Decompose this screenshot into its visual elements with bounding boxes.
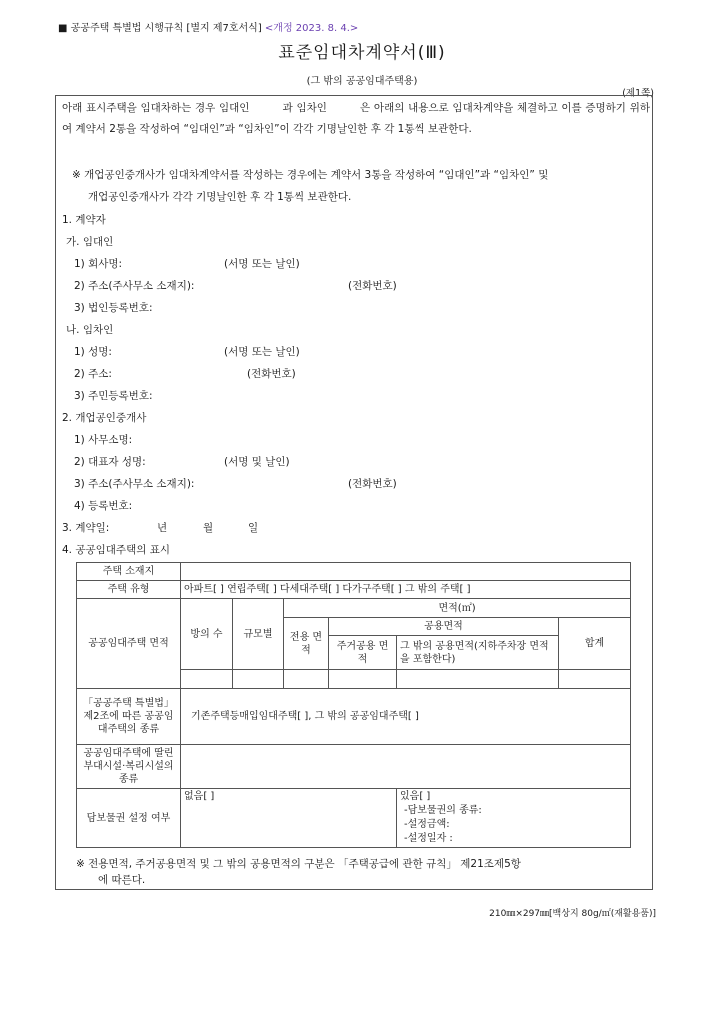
- contract-day: 일: [248, 522, 259, 534]
- form-title: 표준임대차계약서(Ⅲ): [278, 43, 446, 63]
- broker-tel: (전화번호): [348, 478, 397, 490]
- type-label: 주택 유형: [77, 581, 181, 599]
- other-common-header: 그 밖의 공용면적(지하주차장 면적을 포함한다): [397, 636, 559, 670]
- lessor-title: 가. 임대인: [66, 236, 114, 248]
- lessee-title: 나. 임차인: [66, 324, 114, 336]
- common-header: 공용면적: [329, 618, 559, 636]
- type-options: 아파트[ ] 연립주택[ ] 다세대주택[ ] 다가구주택[ ] 그 밖의 주택[ ]: [181, 581, 631, 599]
- paper-spec: 210㎜×297㎜[백상지 80g/㎡(재활용품)]: [489, 909, 656, 919]
- area-unit-header: 면적(㎡): [284, 599, 631, 618]
- sec2-title: 2. 개업공인중개사: [62, 412, 147, 424]
- mortgage-kind: -담보물권의 종류:: [404, 805, 482, 816]
- sec4-title: 4. 공공임대주택의 표시: [62, 544, 170, 556]
- broker-reg: 4) 등록번호:: [74, 500, 133, 512]
- intro-text: 아래 표시주택을 임대차하는 경우 임대인 과 임차인 은 아래의 내용으로 임대차계약을 체결하고 이를 증명하기 위하여 계약서 2통을 작성하여 “임대인”과 “임차인”이 각각 기명날인한 후 각 1통씩 보관한다.: [62, 102, 650, 135]
- lessor-tel: (전화번호): [348, 280, 397, 292]
- area-cell: [559, 670, 631, 689]
- exclusive-header: 전용 면적: [284, 618, 329, 670]
- lessee-name: 1) 성명:: [74, 346, 112, 358]
- mortgage-label: 담보물권 설정 여부: [77, 789, 181, 848]
- area-cell: [233, 670, 284, 689]
- lessee-reg: 3) 주민등록번호:: [74, 390, 153, 402]
- contract-month: 월: [203, 522, 214, 534]
- area-cell: [284, 670, 329, 689]
- lessor-name: 1) 회사명:: [74, 258, 123, 270]
- area-label: 공공임대주택 면적: [77, 599, 181, 689]
- location-value: [181, 563, 631, 581]
- form-header: [58, 19, 358, 34]
- broker-office: 1) 사무소명:: [74, 434, 133, 446]
- rooms-header: 방의 수: [181, 599, 233, 670]
- form-prefix: ■ 공공주택 특별법 시행규칙 [별지 제7호서식]: [58, 23, 262, 34]
- revision-date: <개정 2023. 8. 4.>: [264, 23, 359, 34]
- broker-address: 3) 주소(주사무소 소재지):: [74, 478, 195, 490]
- area-cell: [329, 670, 397, 689]
- lessor-reg: 3) 법인등록번호:: [74, 302, 153, 314]
- contract-year: 년: [157, 522, 168, 534]
- lessor-sign: (서명 또는 날인): [224, 258, 300, 270]
- residential-common-header: 주거공용 면적: [329, 636, 397, 670]
- mortgage-amount: -설정금액:: [404, 819, 450, 830]
- broker-rep: 2) 대표자 성명:: [74, 456, 146, 468]
- area-cell: [397, 670, 559, 689]
- lessee-tel: (전화번호): [247, 368, 296, 380]
- scale-header: 규모별: [233, 599, 284, 670]
- footnote-line2: 에 따른다.: [98, 874, 146, 886]
- total-header: 합계: [559, 618, 631, 670]
- lessor-address: 2) 주소(주사무소 소재지):: [74, 280, 195, 292]
- facility-value: [181, 745, 631, 789]
- kind-options: 기존주택등매입임대주택[ ], 그 밖의 공공임대주택[ ]: [181, 689, 631, 745]
- housing-table: [76, 562, 631, 848]
- lessee-address: 2) 주소:: [74, 368, 112, 380]
- sec3-title: 3. 계약일:: [62, 522, 110, 534]
- kind-label: 「공공주택 특별법」 제2조에 따른 공공임대주택의 종류: [77, 689, 181, 745]
- area-cell: [181, 670, 233, 689]
- broker-sign: (서명 및 날인): [224, 456, 290, 468]
- footnote: [76, 856, 521, 888]
- page-number: (제1쪽): [622, 88, 654, 99]
- note-broker-2: 개업공인중개사가 각각 기명날인한 후 각 1통씩 보관한다.: [88, 191, 352, 203]
- footnote-line1: ※ 전용면적, 주거공용면적 및 그 밖의 공용면적의 구분은 「주택공급에 관한 규칙」 제21조제5항: [76, 858, 521, 870]
- facility-label: 공공임대주택에 딸린 부대시설·복리시설의 종류: [77, 745, 181, 789]
- form-subtitle: (그 밖의 공공임대주택용): [306, 76, 418, 87]
- mortgage-exists-label: 있음[ ]: [400, 791, 431, 802]
- sec1-title: 1. 계약자: [62, 214, 106, 226]
- mortgage-date: -설정일자 :: [404, 833, 453, 844]
- lessee-sign: (서명 또는 날인): [224, 346, 300, 358]
- mortgage-none: 없음[ ]: [181, 789, 397, 848]
- mortgage-exists: [397, 789, 631, 848]
- note-broker-1: ※ 개업공인중개사가 임대차계약서를 작성하는 경우에는 계약서 3통을 작성하여 “임대인”과 “임차인” 및: [72, 169, 549, 181]
- location-label: 주택 소재지: [77, 563, 181, 581]
